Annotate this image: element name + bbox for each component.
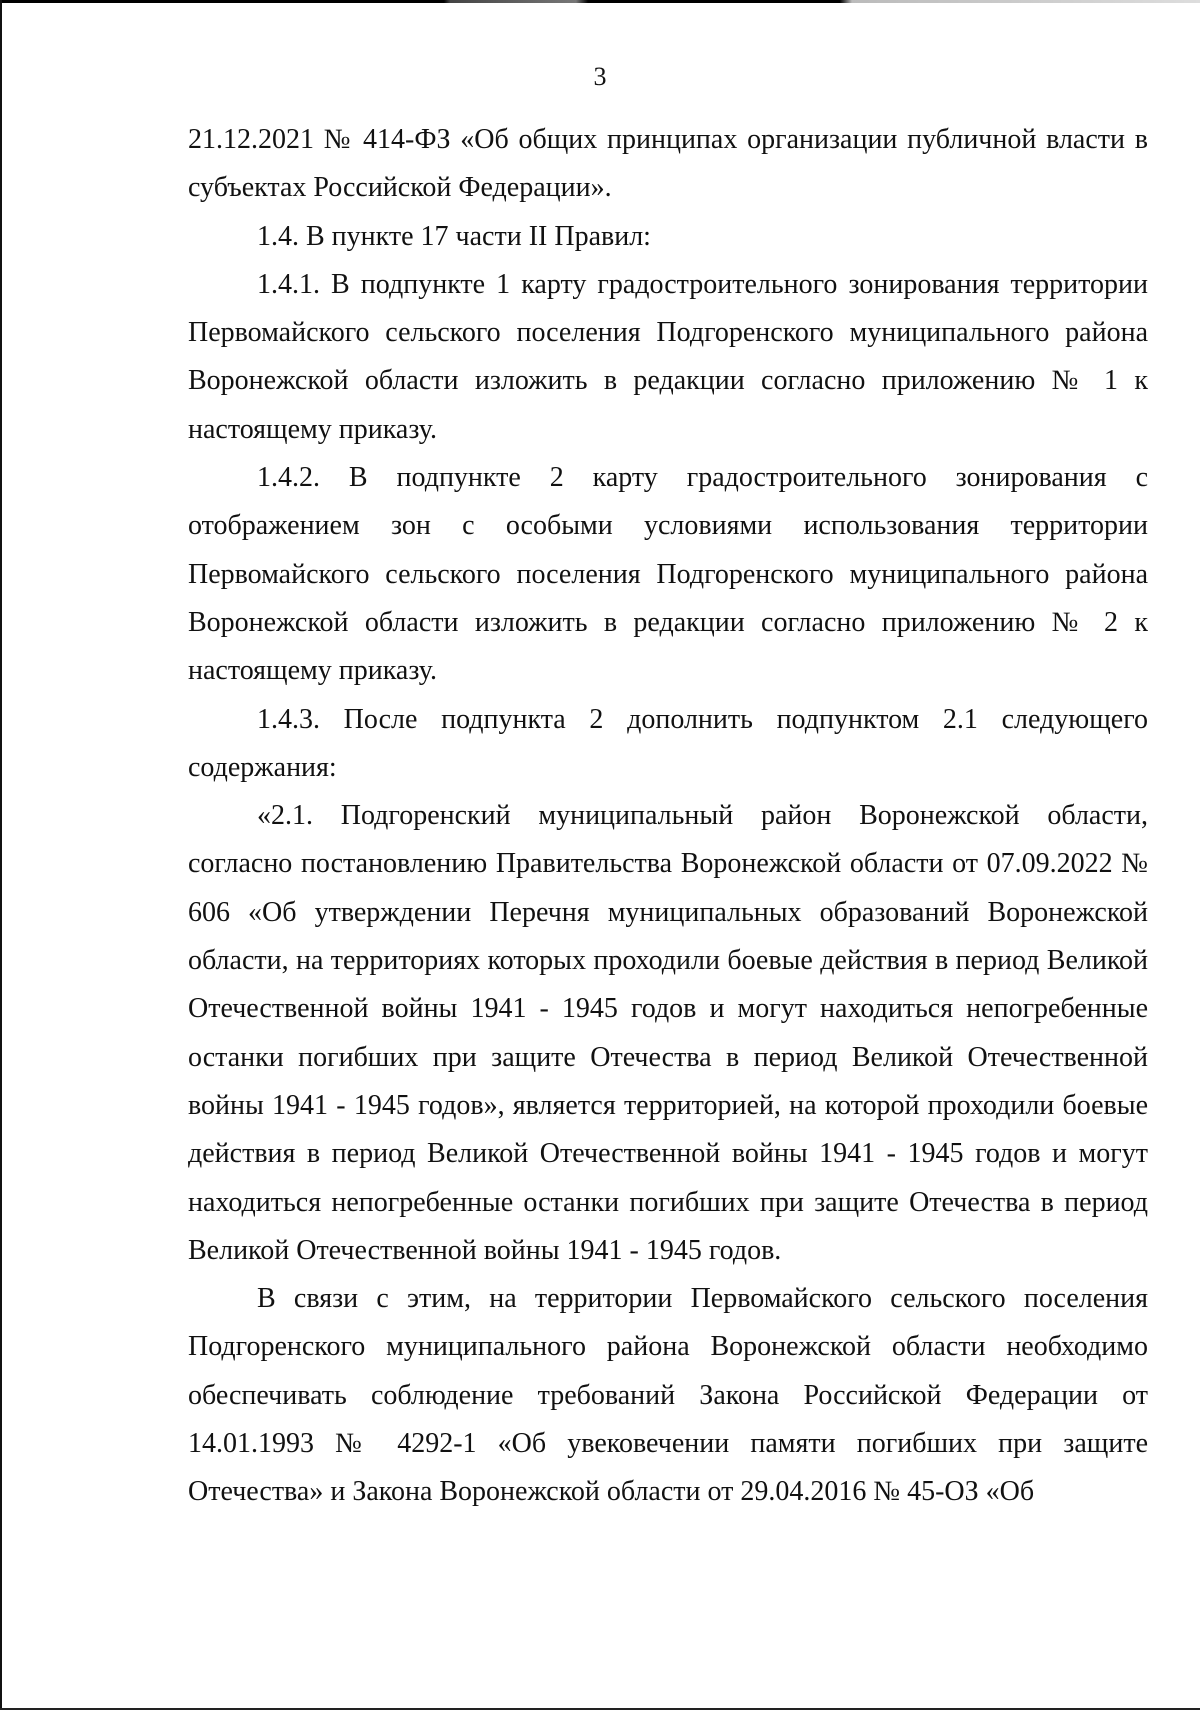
paragraph-law-reference: 21.12.2021 № 414-ФЗ «Об общих принципах организации публичной власти в субъектах Российской Федерации». — [188, 124, 1148, 204]
page-number: 3 — [593, 62, 607, 91]
paragraph-1-4-3: 1.4.3. После подпункта 2 дополнить подпунктом 2.1 следующего содержания: — [188, 703, 1148, 783]
scan-edge-left — [0, 0, 2, 1710]
paragraph-2-1: «2.1. Подгоренский муниципальный район Воронежской области, согласно постановлению Правительства Воронежской области от 07.09.2022 № 606 «Об утверждении Перечня муниципальных образований Воронежской области, на территориях которых проходили боевые действия в период Великой Отечественной войны 1941 - 1945 годов и могут находиться непогребенные останки погибших при защите Отечества в период Великой Отечественной войны 1941 - 1945 годов», является территорией, на которой проходили боевые действия в период Великой Отечественной войны 1941 - 1945 годов и могут находиться непогребенные останки погибших при защите Отечества в период Великой Отечественной войны 1941 - 1945 годов. — [188, 800, 1148, 1266]
paragraph-1-4: 1.4. В пункте 17 части II Правил: — [257, 220, 651, 252]
scan-edge-top — [0, 0, 1200, 3]
paragraph-1-4-2: 1.4.2. В подпункте 2 карту градостроительного зонирования с отображением зон с особыми условиями использования территории Первомайского сельского поселения Подгоренского муниципального района Воронежской области изложить в редакции согласно приложению № 2 к настоящему приказу. — [188, 462, 1148, 687]
document-body — [188, 116, 1148, 1517]
paragraph-requirements: В связи с этим, на территории Первомайского сельского поселения Подгоренского муниципального района Воронежской области необходимо обеспечивать соблюдение требований Закона Российской Федерации от 14.01.1993 № 4292-1 «Об увековечении памяти погибших при защите Отечества» и Закона Воронежской области от 29.04.2016 № 45-ОЗ «Об — [188, 1283, 1148, 1508]
paragraph-1-4-1: 1.4.1. В подпункте 1 карту градостроительного зонирования территории Первомайского сельского поселения Подгоренского муниципального района Воронежской области изложить в редакции согласно приложению № 1 к настоящему приказу. — [188, 268, 1148, 445]
